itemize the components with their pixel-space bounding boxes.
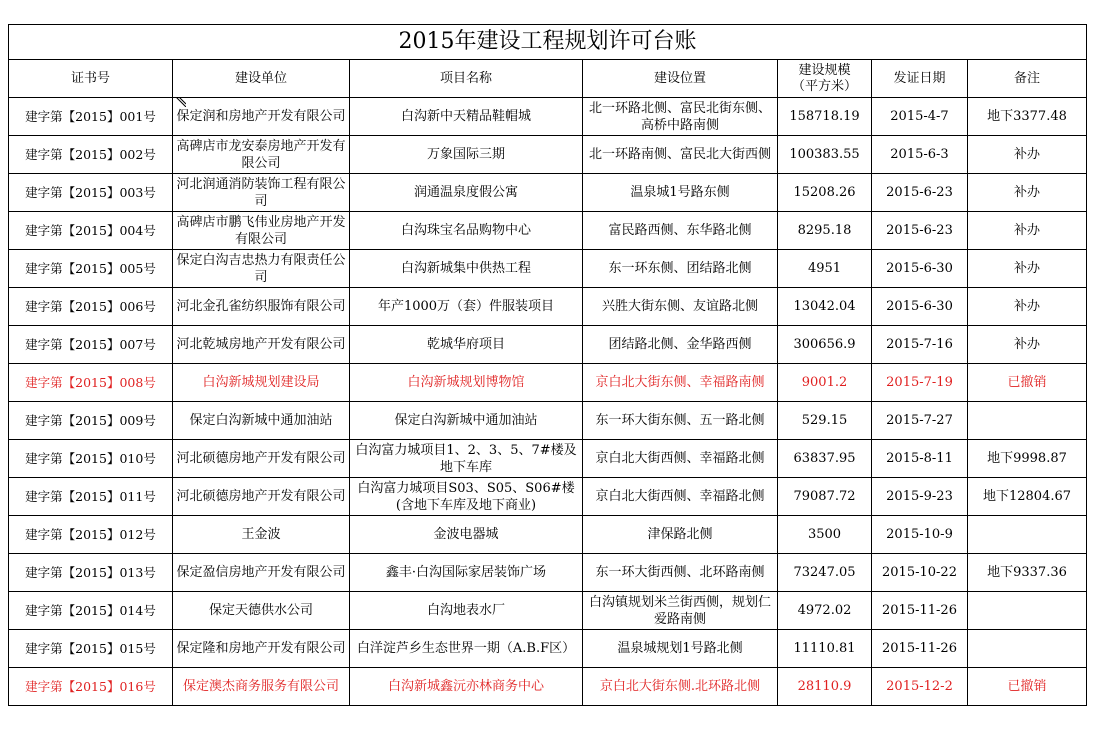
cell-comment-marker [176,97,186,107]
cell-date: 2015-12-2 [872,668,968,706]
cell-project: 金波电器城 [350,516,583,554]
cell-note: 补办 [968,212,1087,250]
cell-scale: 28110.9 [778,668,872,706]
cell-project: 保定白沟新城中通加油站 [350,402,583,440]
cell-scale: 4972.02 [778,592,872,630]
cell-note: 地下9998.87 [968,440,1087,478]
cell-project: 年产1000万（套）件服装项目 [350,288,583,326]
cell-project: 鑫丰·白沟国际家居装饰广场 [350,554,583,592]
cell-cert: 建字第【2015】016号 [9,668,173,706]
cell-location: 津保路北侧 [583,516,778,554]
cell-project: 白沟地表水厂 [350,592,583,630]
table-row [9,478,1087,516]
cell-location: 白沟镇规划米兰街西侧，规划仁爱路南侧 [583,592,778,630]
cell-unit: 保定天德供水公司 [173,592,350,630]
cell-note: 地下12804.67 [968,478,1087,516]
cell-unit: 保定隆和房地产开发有限公司 [173,630,350,668]
table-row [9,402,1087,440]
cell-note: 补办 [968,250,1087,288]
header-unit: 建设单位 [173,60,350,98]
table-row [9,668,1087,706]
cell-scale: 529.15 [778,402,872,440]
ledger-title: 2015年建设工程规划许可台账 [9,25,1087,60]
cell-scale: 13042.04 [778,288,872,326]
cell-location: 东一环东侧、团结路北侧 [583,250,778,288]
cell-cert: 建字第【2015】003号 [9,174,173,212]
cell-date: 2015-8-11 [872,440,968,478]
table-row [9,364,1087,402]
table-row [9,440,1087,478]
table-row [9,250,1087,288]
cell-scale: 63837.95 [778,440,872,478]
table-row [9,136,1087,174]
cell-unit: 保定盈信房地产开发有限公司 [173,554,350,592]
cell-scale: 158718.19 [778,98,872,136]
cell-date: 2015-6-30 [872,288,968,326]
cell-location: 京白北大街西侧、幸福路北侧 [583,440,778,478]
permit-ledger-table [8,24,1087,706]
cell-note: 补办 [968,326,1087,364]
cell-scale: 300656.9 [778,326,872,364]
cell-date: 2015-7-16 [872,326,968,364]
cell-project: 白沟新城规划博物馆 [350,364,583,402]
cell-location: 京白北大街西侧、幸福路北侧 [583,478,778,516]
cell-location: 北一环路北侧、富民北街东侧、高桥中路南侧 [583,98,778,136]
cell-note [968,516,1087,554]
cell-location: 东一环大街西侧、北环路南侧 [583,554,778,592]
cell-unit: 河北金孔雀纺织服饰有限公司 [173,288,350,326]
cell-scale: 73247.05 [778,554,872,592]
cell-unit: 高碑店市龙安泰房地产开发有限公司 [173,136,350,174]
cell-date: 2015-4-7 [872,98,968,136]
cell-location: 温泉城1号路东侧 [583,174,778,212]
header-cert: 证书号 [9,60,173,98]
header-row [9,60,1087,98]
cell-note: 地下9337.36 [968,554,1087,592]
cell-unit: 河北硕德房地产开发有限公司 [173,440,350,478]
cell-note: 补办 [968,174,1087,212]
table-row [9,174,1087,212]
cell-note: 已撤销 [968,364,1087,402]
cell-date: 2015-10-9 [872,516,968,554]
cell-date: 2015-7-19 [872,364,968,402]
cell-unit: 王金波 [173,516,350,554]
cell-date: 2015-9-23 [872,478,968,516]
cell-location: 温泉城规划1号路北侧 [583,630,778,668]
cell-project: 白沟新城集中供热工程 [350,250,583,288]
cell-location: 北一环路南侧、富民北大街西侧 [583,136,778,174]
cell-scale: 100383.55 [778,136,872,174]
header-note: 备注 [968,60,1087,98]
cell-unit: 河北硕德房地产开发有限公司 [173,478,350,516]
cell-location: 京白北大街东侧.北环路北侧 [583,668,778,706]
cell-cert: 建字第【2015】002号 [9,136,173,174]
header-date: 发证日期 [872,60,968,98]
cell-project: 润通温泉度假公寓 [350,174,583,212]
cell-cert: 建字第【2015】014号 [9,592,173,630]
cell-scale: 11110.81 [778,630,872,668]
cell-note: 补办 [968,136,1087,174]
cell-project: 乾城华府项目 [350,326,583,364]
cell-project: 万象国际三期 [350,136,583,174]
cell-cert: 建字第【2015】010号 [9,440,173,478]
cell-scale: 3500 [778,516,872,554]
cell-location: 兴胜大街东侧、友谊路北侧 [583,288,778,326]
cell-cert: 建字第【2015】012号 [9,516,173,554]
table-row [9,554,1087,592]
cell-cert: 建字第【2015】008号 [9,364,173,402]
table-row [9,212,1087,250]
cell-project: 白沟新中天精品鞋帽城 [350,98,583,136]
cell-note: 已撤销 [968,668,1087,706]
cell-date: 2015-6-3 [872,136,968,174]
cell-date: 2015-6-23 [872,174,968,212]
cell-unit: 保定白沟吉忠热力有限责任公司 [173,250,350,288]
cell-location: 团结路北侧、金华路西侧 [583,326,778,364]
table-row [9,98,1087,136]
cell-cert: 建字第【2015】009号 [9,402,173,440]
cell-cert: 建字第【2015】006号 [9,288,173,326]
cell-cert: 建字第【2015】004号 [9,212,173,250]
cell-project: 白沟富力城项目S03、S05、S06#楼(含地下车库及地下商业) [350,478,583,516]
cell-scale: 79087.72 [778,478,872,516]
cell-unit: 保定澳杰商务服务有限公司 [173,668,350,706]
table-row [9,592,1087,630]
cell-note [968,630,1087,668]
cell-scale: 4951 [778,250,872,288]
cell-date: 2015-10-22 [872,554,968,592]
cell-location: 京白北大街东侧、幸福路南侧 [583,364,778,402]
cell-note [968,402,1087,440]
cell-unit: 河北乾城房地产开发有限公司 [173,326,350,364]
cell-cert: 建字第【2015】015号 [9,630,173,668]
cell-cert: 建字第【2015】013号 [9,554,173,592]
cell-location: 富民路西侧、东华路北侧 [583,212,778,250]
cell-date: 2015-11-26 [872,592,968,630]
cell-unit: 保定白沟新城中通加油站 [173,402,350,440]
cell-cert: 建字第【2015】011号 [9,478,173,516]
table-row [9,516,1087,554]
cell-scale: 8295.18 [778,212,872,250]
header-location: 建设位置 [583,60,778,98]
header-project: 项目名称 [350,60,583,98]
cell-scale: 9001.2 [778,364,872,402]
cell-note [968,592,1087,630]
cell-note: 补办 [968,288,1087,326]
cell-project: 白沟新城鑫沅亦林商务中心 [350,668,583,706]
cell-unit: 河北润通消防装饰工程有限公司 [173,174,350,212]
cell-date: 2015-6-30 [872,250,968,288]
cell-project: 白沟富力城项目1、2、3、5、7#楼及地下车库 [350,440,583,478]
table-row [9,288,1087,326]
cell-project: 白洋淀芦乡生态世界一期（A.B.F区） [350,630,583,668]
cell-note: 地下3377.48 [968,98,1087,136]
table-row [9,326,1087,364]
cell-cert: 建字第【2015】005号 [9,250,173,288]
cell-scale: 15208.26 [778,174,872,212]
cell-cert: 建字第【2015】001号 [9,98,173,136]
table-row [9,630,1087,668]
cell-unit: 白沟新城规划建设局 [173,364,350,402]
cell-unit: 保定润和房地产开发有限公司 [173,98,350,136]
cell-unit: 高碑店市鹏飞伟业房地产开发有限公司 [173,212,350,250]
cell-date: 2015-7-27 [872,402,968,440]
cell-project: 白沟珠宝名品购物中心 [350,212,583,250]
cell-location: 东一环大街东侧、五一路北侧 [583,402,778,440]
cell-date: 2015-6-23 [872,212,968,250]
cell-cert: 建字第【2015】007号 [9,326,173,364]
header-scale: 建设规模 （平方米） [778,60,872,98]
cell-date: 2015-11-26 [872,630,968,668]
